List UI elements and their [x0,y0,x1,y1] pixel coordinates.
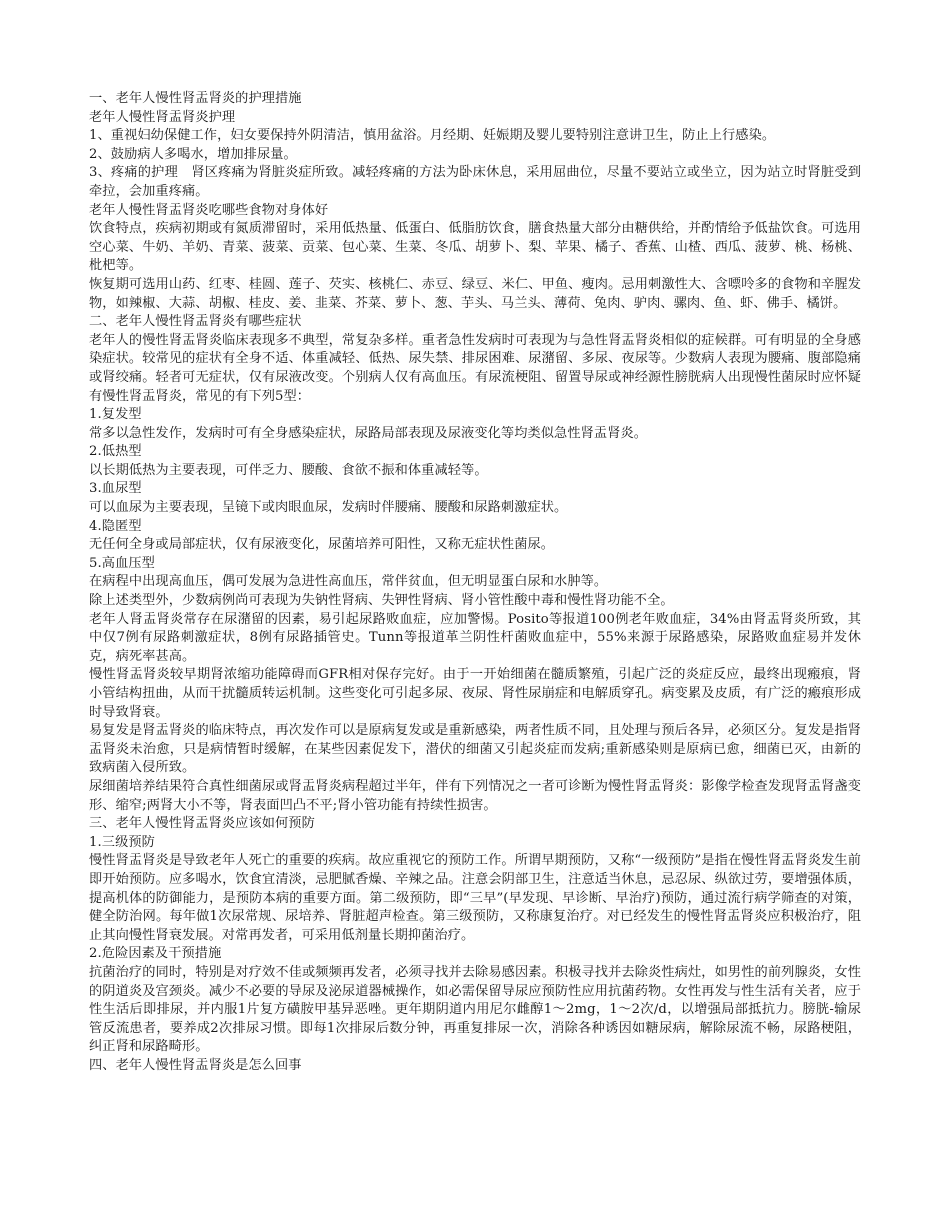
paragraph: 常多以急性发作，发病时可有全身感染症状，尿路局部表现及尿液变化等均类似急性肾盂肾炎。 [89,425,648,441]
paragraph: 老年人的慢性肾盂肾炎临床表现多不典型，常复杂多样。重者急性发病时可表现为与急性肾盂肾炎相似的症候群。可有明显的全身感染症状。较常见的症状有全身不适、体重减轻、低热、尿失禁、排尿困难、尿潴留、多尿、夜尿等。少数病人表现为腰痛、腹部隐痛或肾绞痛。轻者可无症状，仅有尿液改变。个别病人仅有高血压。有尿流梗阻、留置导尿或神经源性膀胱病人出现慢性菌尿时应怀疑有慢性肾盂肾炎，常见的有下列5型： [89,332,861,404]
subheading-prevention-levels: 1.三级预防 [89,834,155,850]
paragraph: 尿细菌培养结果符合真性细菌尿或肾盂肾炎病程超过半年，伴有下列情况之一者可诊断为慢性肾盂肾炎：影像学检查发现肾盂肾盏变形、缩窄;两肾大小不等，肾表面凹凸不平;肾小管功能有持续性损害。 [89,778,861,813]
section-heading-2: 二、老年人慢性肾盂肾炎有哪些症状 [89,314,302,330]
paragraph: 3、疼痛的护理 肾区疼痛为肾脏炎症所致。减轻疼痛的方法为卧床休息，采用屈曲位，尽量不要站立或坐立，因为站立时肾脏受到牵拉，会加重疼痛。 [89,165,861,199]
section-heading-4: 四、老年人慢性肾盂肾炎是怎么回事 [89,1057,302,1073]
subheading-diet: 老年人慢性肾盂肾炎吃哪些食物对身体好 [89,202,329,218]
paragraph: 易复发是肾盂肾炎的临床特点，再次发作可以是原病复发或是重新感染，两者性质不同，且处理与预后各异，必须区分。复发是指肾盂肾炎未治愈，只是病情暂时缓解，在某些因素促发下，潜伏的细菌又引起炎症而发病;重新感染则是原病已愈，细菌已灭，由新的致病菌入侵所致。 [89,723,861,776]
section-heading-3: 三、老年人慢性肾盂肾炎应该如何预防 [89,816,315,832]
subheading-risk-factors: 2.危险因素及干预措施 [89,946,222,962]
paragraph: 慢性肾盂肾炎是导致老年人死亡的重要的疾病。故应重视它的预防工作。所谓早期预防，又称“一级预防”是指在慢性肾盂肾炎发生前即开始预防。应多喝水，饮食宜清淡，忌肥腻香燥、辛辣之品。注意会阴部卫生，注意适当休息，忌忍尿、纵欲过劳，要增强体质，提高机体的防御能力，是预防本病的重要方面。第二级预防，即“三早”(早发现、早诊断、早治疗)预防，通过流行病学筛查的对策，健全防治网。每年做1次尿常规、尿培养、肾脏超声检查。第三级预防，又称康复治疗。对已经发生的慢性肾盂肾炎应积极治疗，阻止其向慢性肾衰发展。对常再发者，可采用低剂量长期抑菌治疗。 [89,853,861,943]
paragraph: 2、鼓励病人多喝水，增加排尿量。 [89,146,297,162]
paragraph: 1、重视妇幼保健工作，妇女要保持外阴清洁，慎用盆浴。月经期、妊娠期及婴儿要特别注意讲卫生，防止上行感染。 [89,128,776,144]
type-heading-low-fever: 2.低热型 [89,444,142,460]
paragraph: 除上述类型外，少数病例尚可表现为失钠性肾病、失钾性肾病、肾小管性酸中毒和慢性肾功能不全。 [89,593,674,609]
paragraph: 可以血尿为主要表现，呈镜下或肉眼血尿，发病时伴腰痛、腰酸和尿路刺激症状。 [89,500,568,516]
section-heading-1: 一、老年人慢性肾盂肾炎的护理措施 [89,91,302,106]
type-heading-hematuria: 3.血尿型 [89,481,142,497]
paragraph: 恢复期可选用山药、红枣、桂圆、莲子、芡实、核桃仁、赤豆、绿豆、米仁、甲鱼、瘦肉。忌用刺激性大、含嘌呤多的食物和辛腥发物，如辣椒、大蒜、胡椒、桂皮、姜、韭菜、芥菜、萝卜、葱、芋头、马兰头、薄荷、兔肉、驴肉、骡肉、鱼、虾、佛手、橘饼。 [89,276,861,311]
paragraph: 在病程中出现高血压，偶可发展为急进性高血压，常伴贫血，但无明显蛋白尿和水肿等。 [89,574,608,590]
paragraph: 饮食特点，疾病初期或有氮质滞留时，采用低热量、低蛋白、低脂肪饮食，膳食热量大部分由糖供给，并酌情给予低盐饮食。可选用空心菜、牛奶、羊奶、青菜、菠菜、贡菜、包心菜、生菜、冬瓜、胡萝卜、梨、苹果、橘子、香蕉、山楂、西瓜、菠萝、桃、杨桃、枇杷等。 [89,221,861,274]
paragraph: 以长期低热为主要表现，可伴乏力、腰酸、食欲不振和体重减轻等。 [89,462,488,478]
subheading-nursing: 老年人慢性肾盂肾炎护理 [89,109,236,125]
paragraph: 慢性肾盂肾炎较早期肾浓缩功能障碍而GFR相对保存完好。由于一开始细菌在髓质繁殖，引起广泛的炎症反应，最终出现瘢痕，肾小管结构扭曲，从而干扰髓质转运机制。这些变化可引起多尿、夜尿、肾性尿崩症和电解质穿孔。病变累及皮质，有广泛的瘢痕形成时导致肾衰。 [89,667,861,720]
type-heading-recurrent: 1.复发型 [89,407,142,423]
type-heading-hypertension: 5.高血压型 [89,555,155,571]
paragraph: 无任何全身或局部症状，仅有尿液变化，尿菌培养可阳性，又称无症状性菌尿。 [89,537,555,553]
type-heading-latent: 4.隐匿型 [89,518,142,534]
document-body [89,90,861,1075]
paragraph: 老年人肾盂肾炎常存在尿潴留的因素，易引起尿路败血症，应加警惕。Posito等报道100例老年败血症，34%由肾盂肾炎所致，其中仅7例有尿路刺激症状，8例有尿路插管史。Tunn等报道革兰阴性杆菌败血症中，55%来源于尿路感染，尿路败血症易并发休克，病死率甚高。 [89,611,861,664]
paragraph: 抗菌治疗的同时，特别是对疗效不佳或频频再发者，必须寻找并去除易感因素。积极寻找并去除炎性病灶，如男性的前列腺炎，女性的阴道炎及宫颈炎。减少不必要的导尿及泌尿道器械操作，如必需保留导尿应预防性应用抗菌药物。女性再发与性生活有关者，应于性生活后即排尿，并内服1片复方磺胺甲基异恶唑。更年期阴道内用尼尔雌醇1～2mg，1～2次/d，以增强局部抵抗力。膀胱-输尿管反流患者，要养成2次排尿习惯。即每1次排尿后数分钟，再重复排尿一次，消除各种诱因如糖尿病，解除尿流不畅，尿路梗阻，纠正肾和尿路畸形。 [89,964,861,1055]
